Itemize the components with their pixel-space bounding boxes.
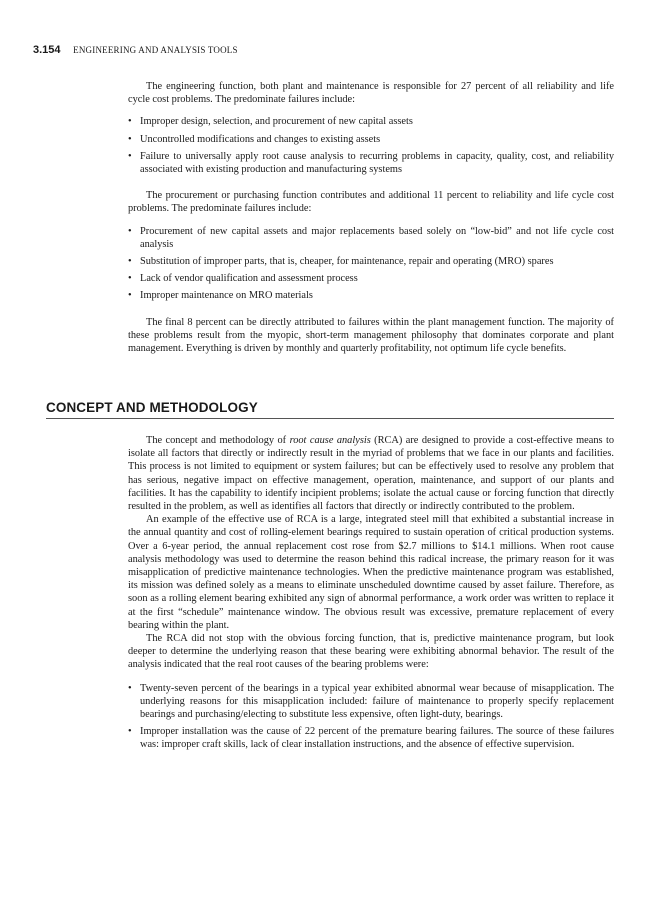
procurement-paragraph: The procurement or purchasing function contributes and additional 11 percent to reliability and life cycle cost problems. The predominate failures include: [128, 190, 614, 215]
section-body [128, 434, 614, 756]
running-title: ENGINEERING AND ANALYSIS TOOLS [73, 45, 238, 55]
list-item: • Improper maintenance on MRO materials [128, 289, 614, 302]
list-item: • Uncontrolled modifications and changes to existing assets [128, 133, 614, 146]
rca-analysis-paragraph: The RCA did not stop with the obvious forcing function, that is, predictive maintenance program, but look deeper to determine the underlying reason that these bearing were exhibiting abnormal behavior. The result of the analysis indicated that the real root causes of the bearing problems were: [128, 633, 614, 671]
section-heading: CONCEPT AND METHODOLOGY [46, 400, 258, 415]
page-number: 3.154 [33, 44, 61, 56]
list-item: • Procurement of new capital assets and major replacements based solely on “low-bid” and not life cycle cost analysis [128, 225, 614, 251]
list-item: • Failure to universally apply root cause analysis to recurring problems in capacity, quality, cost, and reliability associated with existing production and manufacturing systems [128, 150, 614, 176]
root-causes-list [128, 682, 614, 752]
section-divider [46, 418, 614, 419]
list-item: • Improper design, selection, and procurement of new capital assets [128, 115, 614, 128]
list-item: • Improper installation was the cause of 22 percent of the premature bearing failures. The source of these failures was: improper craft skills, lack of clear installation instructions, and the absence of effective supervision. [128, 725, 614, 751]
list-item: • Twenty-seven percent of the bearings in a typical year exhibited abnormal wear because of misapplication. The underlying reasons for this misapplication included: failure of maintenance to properly specify replacement bearings and purchasing/electing to substitute less expensive, often light-duty, bearings. [128, 682, 614, 722]
list-item: • Substitution of improper parts, that is, cheaper, for maintenance, repair and operating (MRO) spares [128, 255, 614, 268]
rca-definition-text: (RCA) are designed to provide a cost-effective means to isolate all factors that directly or indirectly result in the myriad of problems that we face in our plants and facilities. This process is not limited to equipment or system failures; but can be effectively used to resolve any problem that has serious, negative impact on effective management, operation, maintenance, and support of our plants and facilities. It has the capability to identify incipient problems; isolate the actual cause or forcing function that directly resulted in the problem, as well as identifies all factors that directly or indirectly contributed to the problem. [128, 435, 615, 513]
rca-definition-paragraph [128, 434, 614, 513]
steel-mill-example-paragraph: An example of the effective use of RCA is a large, integrated steel mill that exhibited a substantial increase in the annual quantity and cost of rolling-element bearings required to sustain operation of critical production systems. Over a 6-year period, the annual replacement cost rose from $2.7 millions to $14.1 millions. When root cause analysis methodology was used to determine the reason behind this radical increase, the primary reason for it was misapplication of predictive maintenance technologies. When the predictive maintenance program was established, its mission was defined solely as a means to eliminate unscheduled downtime caused by asset failure. Therefore, as soon as a rolling element bearing exhibited any sign of abnormal performance, a work order was written to replace it at the first “schedule” maintenance window. The obvious result was excessive, premature replacement of every bearing within the plant. [128, 514, 614, 631]
running-header [33, 44, 238, 56]
engineering-failures-list [128, 115, 614, 176]
rca-intro-text: The concept and methodology of [146, 435, 290, 446]
rca-term: root cause analysis [289, 435, 371, 446]
top-text-block [128, 80, 614, 355]
list-item: • Lack of vendor qualification and assessment process [128, 272, 614, 285]
procurement-failures-list [128, 225, 614, 303]
management-paragraph: The final 8 percent can be directly attributed to failures within the plant management function. The majority of these problems result from the myopic, short-term management philosophy that dominates corporate and plant management. Everything is driven by monthly and quarterly profitability, not optimum life cycle benefits. [128, 316, 614, 355]
engineering-paragraph: The engineering function, both plant and maintenance is responsible for 27 percent of all reliability and life cycle cost problems. The predominate failures include: [128, 81, 614, 106]
